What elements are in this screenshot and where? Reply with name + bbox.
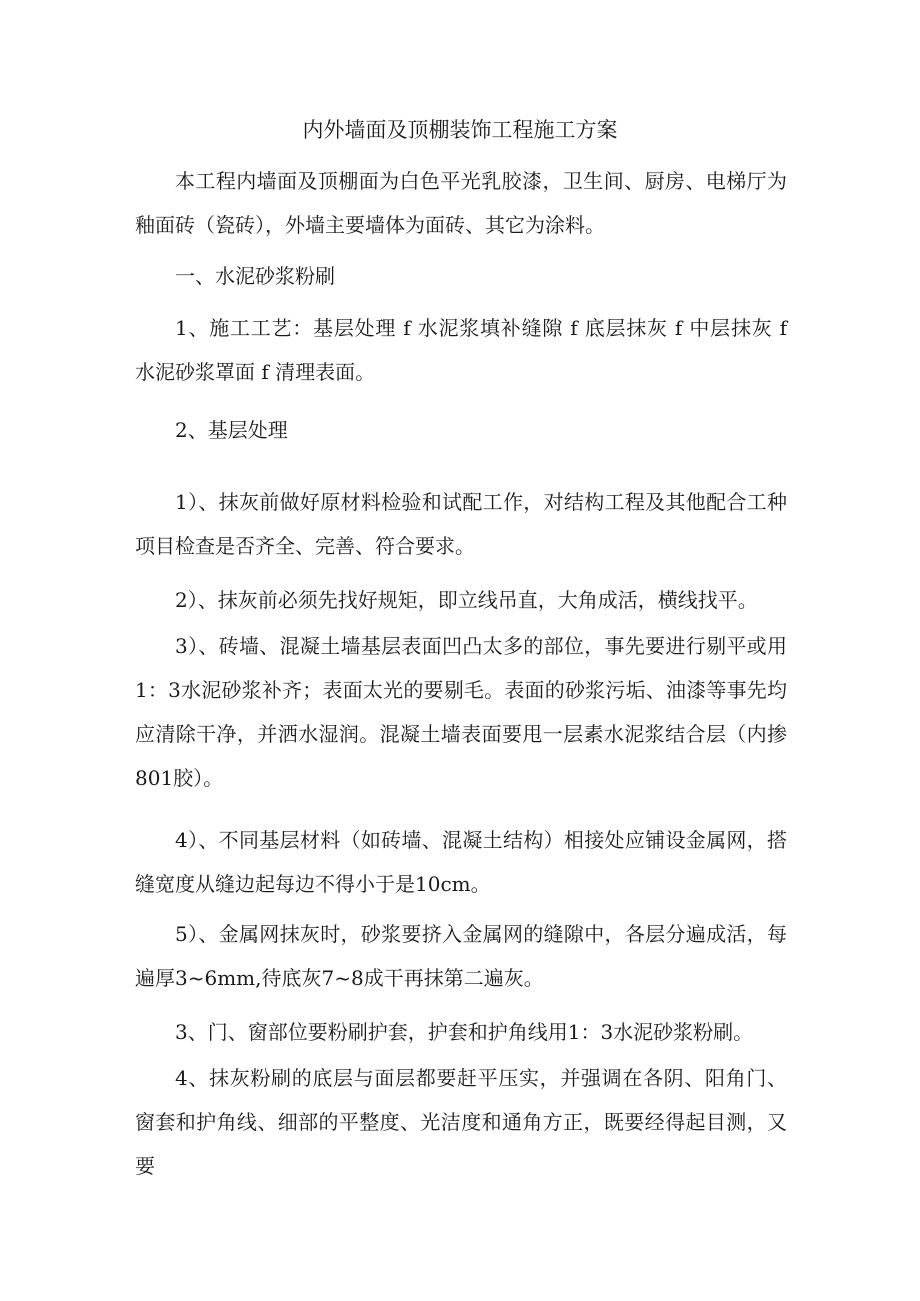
paragraph-item-3: 3）、砖墙、混凝土墙基层表面凹凸太多的部位，事先要进行剔平或用1：3水泥砂浆补齐；表面太光的要剔毛。表面的砂浆污垢、油漆等事先均应清除干净，并洒水湿润。混凝土墙表面要甩一层素水泥浆结合层（内掺801胶）。 bbox=[135, 634, 787, 790]
paragraph-item-4: 4）、不同基层材料（如砖墙、混凝土结构）相接处应铺设金属网，搭缝宽度从缝边起每边不得小于是10cm。 bbox=[135, 828, 787, 896]
document-title: 内外墙面及顶棚装饰工程施工方案 bbox=[302, 118, 618, 142]
paragraph-item-1: 1）、抹灰前做好原材料检验和试配工作，对结构工程及其他配合工种项目检查是否齐全、完善、符合要求。 bbox=[135, 490, 787, 558]
paragraph-item-5: 5）、金属网抹灰时，砂浆要挤入金属网的缝隙中，各层分遍成活，每遍厚3~6mm,待底灰7~8成干再抹第二遍灰。 bbox=[135, 922, 787, 990]
heading-base-treatment: 2、基层处理 bbox=[175, 418, 288, 442]
paragraph-intro: 本工程内墙面及顶棚面为白色平光乳胶漆，卫生间、厨房、电梯厅为釉面砖（瓷砖），外墙主要墙体为面砖、其它为涂料。 bbox=[135, 169, 787, 237]
paragraph-item-2: 2）、抹灰前必须先找好规矩，即立线吊直，大角成活，横线找平。 bbox=[175, 588, 758, 612]
paragraph-section-4: 4、抹灰粉刷的底层与面层都要赶平压实，并强调在各阴、阳角门、窗套和护角线、细部的平整度、光洁度和通角方正，既要经得起目测，又要 bbox=[135, 1066, 787, 1178]
heading-cement-mortar: 一、水泥砂浆粉刷 bbox=[175, 264, 335, 288]
paragraph-section-3: 3、门、窗部位要粉刷护套，护套和护角线用1：3水泥砂浆粉刷。 bbox=[175, 1020, 754, 1044]
paragraph-process: 1、施工工艺：基层处理 f 水泥浆填补缝隙 f 底层抹灰 f 中层抹灰 f 水泥砂浆罩面 f 清理表面。 bbox=[135, 316, 787, 384]
